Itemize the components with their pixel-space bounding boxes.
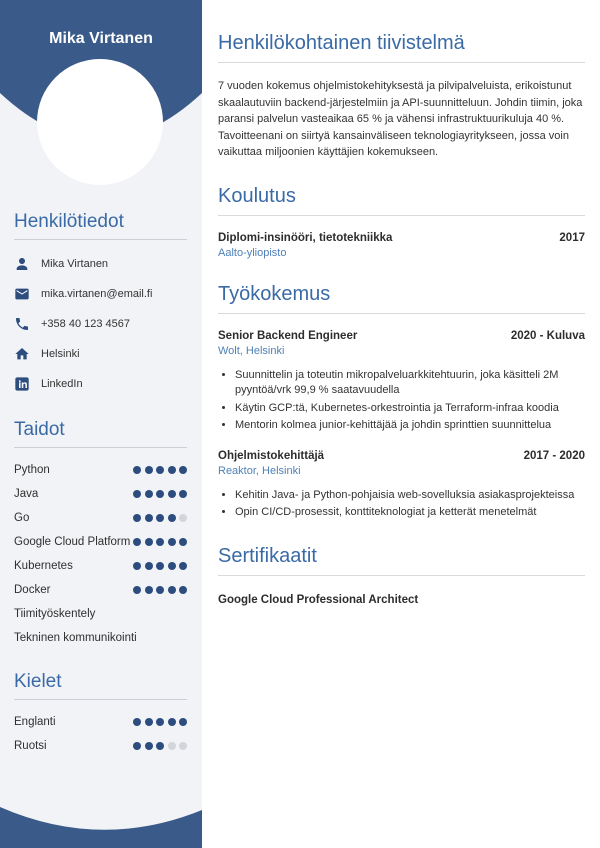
languages-section-title: Kielet (14, 671, 62, 692)
rating-dot-filled (156, 742, 164, 750)
rating-dot-filled (156, 514, 164, 522)
rating-dot-filled (133, 514, 141, 522)
summary-text: 7 vuoden kokemus ohjelmistokehityksestä ja pilvipalveluista, erikoistunut skaalautuviin backend-järjestelmiin ja API-suunnitteluun. Johdin tiimin, joka paransi palvelun vasteaikaa 65 % ja vähensi infrastruktuurikuluja 40 %. Tavoitteenani on siirtyä kansainväliseen teknologiayritykseen, jossa voin vaikuttaa miljoonien käyttäjien kokemukseen. (218, 80, 583, 158)
skill-label: Java (14, 488, 39, 500)
contact-item-location (14, 346, 187, 362)
job-bullets (235, 368, 585, 434)
job-title: Senior Backend Engineer (218, 329, 358, 342)
skill-row (14, 464, 187, 476)
skill-rating-dots (133, 514, 187, 522)
skill-row (14, 584, 187, 596)
skill-row (14, 536, 187, 548)
rating-dot-filled (145, 742, 153, 750)
certifications-section (218, 543, 585, 606)
languages-section (14, 670, 187, 752)
language-rating-dots (133, 742, 187, 750)
experience-title: Työkokemus (218, 282, 331, 305)
job-bullets (235, 488, 585, 521)
rating-dot-filled (133, 466, 141, 474)
rating-dot-filled (179, 718, 187, 726)
rating-dot-filled (133, 718, 141, 726)
linkedin-icon (14, 376, 30, 392)
rating-dot-filled (133, 538, 141, 546)
job-title: Ohjelmistokehittäjä (218, 449, 325, 462)
company-link[interactable]: Reaktor, Helsinki (218, 464, 301, 477)
bullet-item: • Suunnittelin ja toteutin mikropalveluarkkitehtuurin, joka käsitteli 2M pyyntöä/vrk 99,9 % saatavuudella (235, 368, 585, 399)
skill-label: Docker (14, 584, 51, 596)
contact-section-title: Henkilötiedot (14, 211, 124, 232)
rating-dot-filled (156, 718, 164, 726)
rating-dot-filled (179, 586, 187, 594)
home-icon (14, 346, 30, 362)
rating-dot-empty (179, 742, 187, 750)
language-rating-dots (133, 718, 187, 726)
contact-label: Helsinki (41, 348, 80, 360)
rating-dot-filled (156, 562, 164, 570)
skill-row (14, 608, 187, 620)
bullet-item: • Opin CI/CD-prosessit, konttiteknologiat ja ketterät menetelmät (235, 505, 585, 521)
summary-section (218, 30, 585, 161)
skills-section-title: Taidot (14, 419, 65, 440)
rating-dot-filled (168, 538, 176, 546)
section-divider (218, 62, 585, 63)
job-date: 2017 - 2020 (523, 449, 585, 462)
rating-dot-filled (168, 490, 176, 498)
contact-item-linkedin[interactable] (14, 376, 187, 392)
skill-label: Tiimityöskentely (14, 608, 96, 620)
skills-list (14, 464, 187, 644)
rating-dot-filled (156, 538, 164, 546)
education-section (218, 183, 585, 259)
mail-icon (14, 286, 30, 302)
contact-label: LinkedIn (41, 378, 83, 390)
contact-item-phone (14, 316, 187, 332)
rating-dot-filled (145, 490, 153, 498)
sidebar (0, 0, 202, 848)
education-title: Koulutus (218, 184, 296, 207)
user-icon (14, 256, 30, 272)
rating-dot-filled (145, 586, 153, 594)
rating-dot-filled (145, 466, 153, 474)
skill-label: Tekninen kommunikointi (14, 632, 137, 644)
skills-section (14, 418, 187, 644)
rating-dot-filled (179, 562, 187, 570)
bullet-item: • Käytin GCP:tä, Kubernetes-orkestrointia ja Terraform-infraa koodia (235, 401, 585, 417)
rating-dot-filled (145, 718, 153, 726)
contact-label: Mika Virtanen (41, 258, 109, 270)
rating-dot-filled (145, 538, 153, 546)
skill-rating-dots (133, 562, 187, 570)
skill-row (14, 512, 187, 524)
certification-name: Google Cloud Professional Architect (218, 593, 419, 606)
contact-section (14, 210, 187, 392)
language-label: Ruotsi (14, 740, 47, 752)
rating-dot-filled (133, 490, 141, 498)
company-link[interactable]: Wolt, Helsinki (218, 344, 285, 357)
contact-item-email (14, 286, 187, 302)
rating-dot-filled (156, 490, 164, 498)
rating-dot-filled (133, 562, 141, 570)
rating-dot-empty (179, 514, 187, 522)
skill-label: Google Cloud Platform (14, 536, 131, 548)
skill-label: Kubernetes (14, 560, 73, 572)
skill-rating-dots (133, 538, 187, 546)
skill-rating-dots (133, 586, 187, 594)
phone-icon (14, 316, 30, 332)
skill-rating-dots (133, 490, 187, 498)
language-row (14, 740, 187, 752)
job-date: 2020 - Kuluva (510, 329, 585, 342)
job-entry-head (218, 330, 585, 342)
languages-list (14, 716, 187, 752)
main-content (202, 0, 600, 848)
job-entry-head (218, 450, 585, 462)
skill-row (14, 488, 187, 500)
job-entry (218, 330, 585, 434)
rating-dot-filled (156, 586, 164, 594)
rating-dot-filled (133, 742, 141, 750)
rating-dot-filled (179, 490, 187, 498)
education-entry (218, 232, 585, 259)
rating-dot-filled (168, 562, 176, 570)
bullet-item: • Mentorin kolmea junior-kehittäjää ja johdin sprinttien suunnittelua (235, 418, 585, 434)
education-date: 2017 (559, 231, 585, 244)
rating-dot-filled (133, 586, 141, 594)
sidebar-content (0, 0, 202, 752)
bullet-item: • Kehitin Java- ja Python-pohjaisia web-sovelluksia asiakasprojekteissa (235, 488, 585, 504)
rating-dot-empty (168, 742, 176, 750)
section-divider (218, 575, 585, 576)
footer-curve-shape (0, 805, 202, 848)
rating-dot-filled (179, 538, 187, 546)
section-divider (218, 215, 585, 216)
person-name: Mika Virtanen (49, 30, 153, 47)
contact-item-name (14, 256, 187, 272)
rating-dot-filled (179, 466, 187, 474)
degree-title: Diplomi-insinööri, tietotekniikka (218, 231, 393, 244)
section-divider (14, 447, 187, 448)
rating-dot-filled (168, 718, 176, 726)
contact-label: +358 40 123 4567 (41, 318, 131, 330)
section-divider (14, 699, 187, 700)
certifications-title: Sertifikaatit (218, 544, 317, 567)
rating-dot-filled (156, 466, 164, 474)
skill-row (14, 632, 187, 644)
section-divider (14, 239, 187, 240)
section-divider (218, 313, 585, 314)
skill-row (14, 560, 187, 572)
school-link[interactable]: Aalto-yliopisto (218, 246, 287, 259)
skill-label: Go (14, 512, 30, 524)
rating-dot-filled (168, 514, 176, 522)
contact-list (14, 256, 187, 392)
contact-label: mika.virtanen@email.fi (41, 288, 153, 300)
rating-dot-filled (145, 562, 153, 570)
summary-title: Henkilökohtainen tiivistelmä (218, 32, 465, 54)
language-row (14, 716, 187, 728)
skill-label: Python (14, 464, 50, 476)
rating-dot-filled (168, 586, 176, 594)
rating-dot-filled (168, 466, 176, 474)
rating-dot-filled (145, 514, 153, 522)
language-label: Englanti (14, 716, 56, 728)
job-entry (218, 450, 585, 521)
education-entry-head (218, 232, 585, 244)
experience-section (218, 281, 585, 521)
skill-rating-dots (133, 466, 187, 474)
